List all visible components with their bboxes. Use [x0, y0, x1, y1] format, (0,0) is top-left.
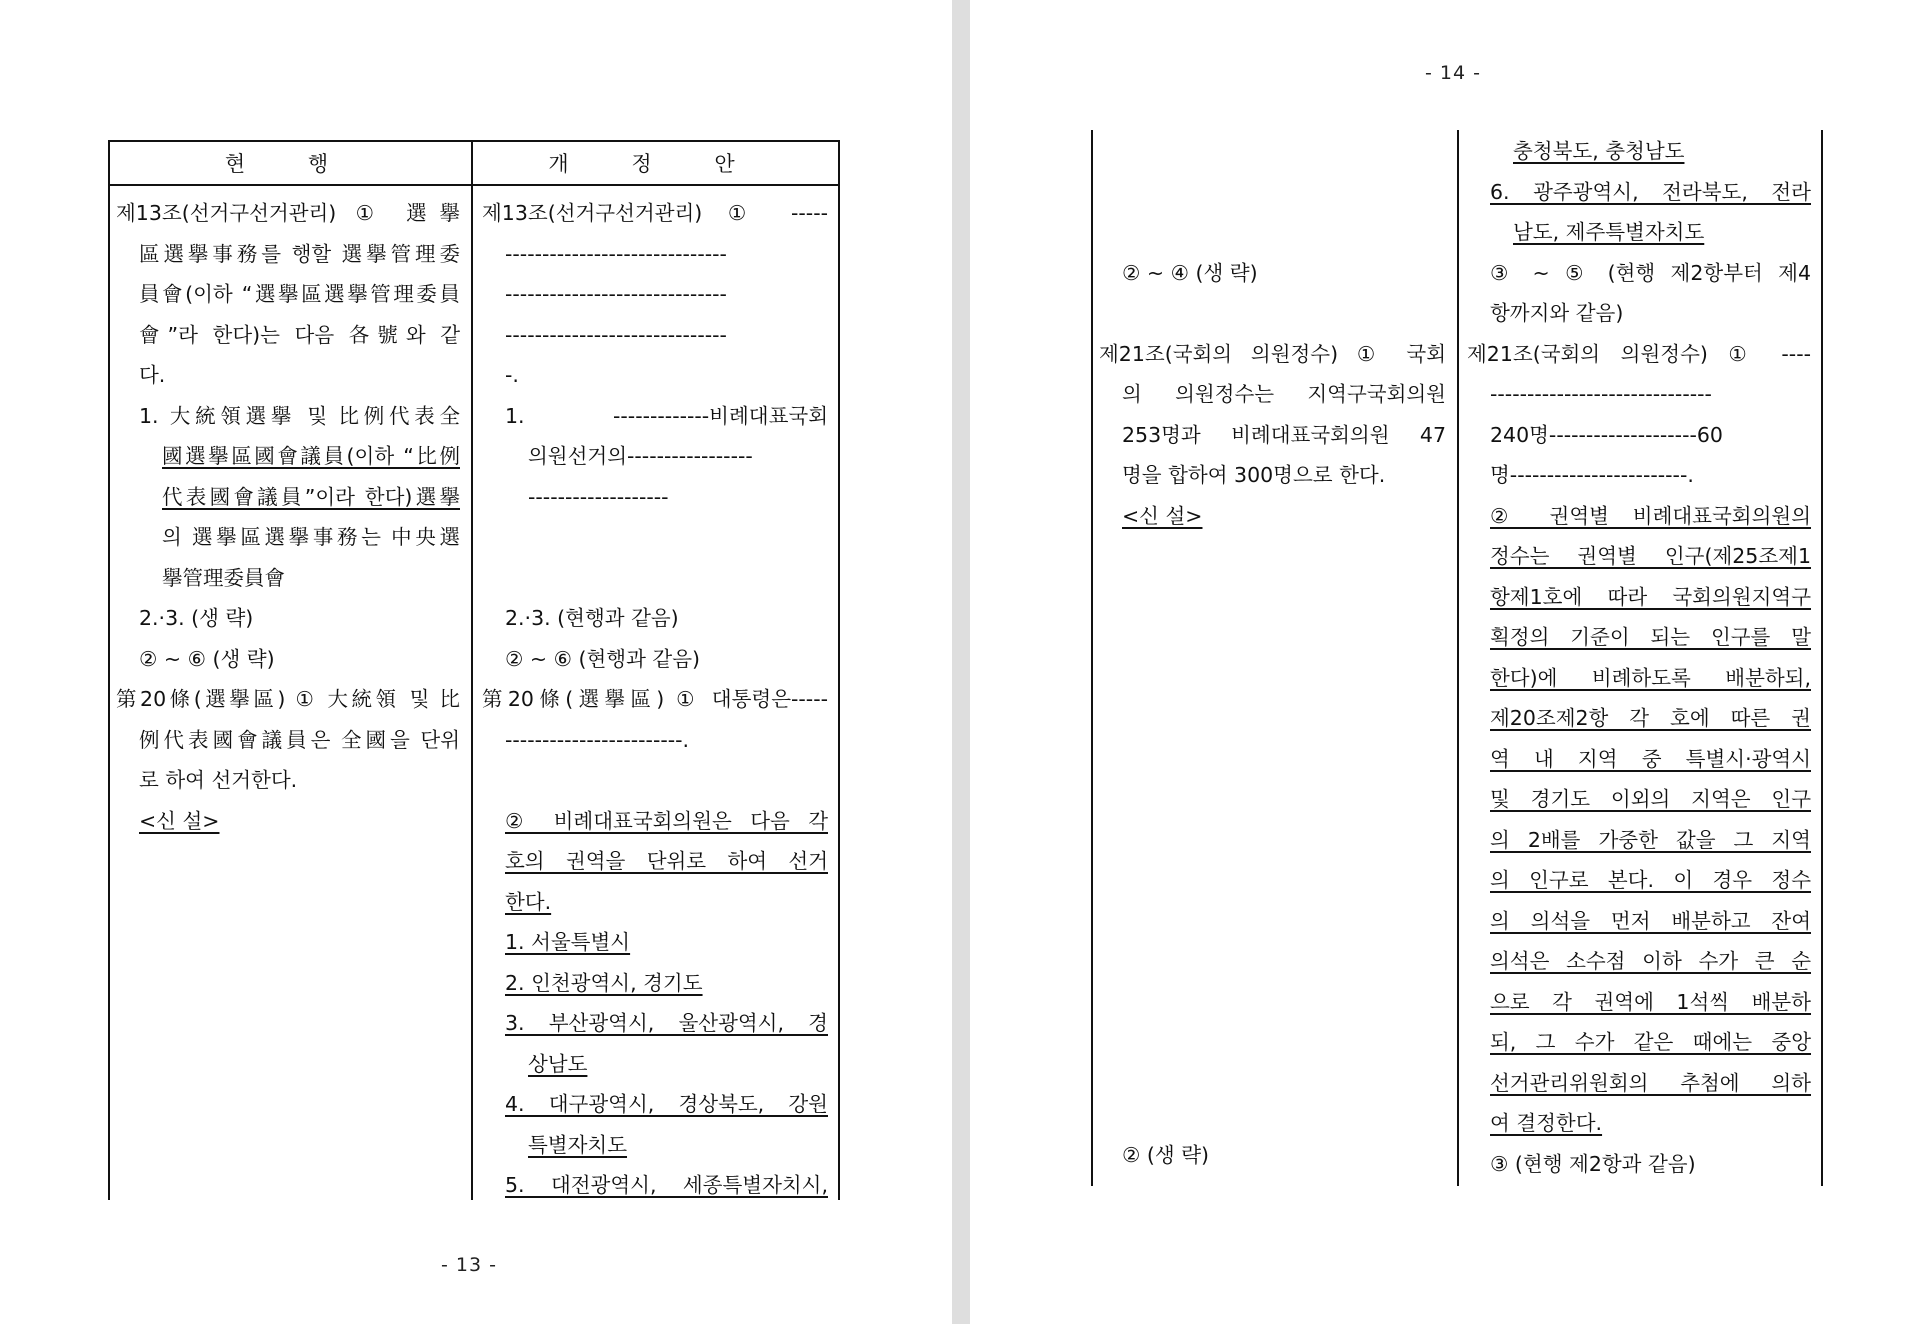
text-line: ② ~ ④ (생 략): [1122, 260, 1258, 285]
text-line: -------------------: [528, 484, 669, 509]
text-line: ------------------------------: [505, 282, 727, 306]
text-line: 1. -------------비례대표국회: [505, 403, 828, 428]
text-line: 第20條(選擧區) ① 대통령은-----: [482, 687, 828, 711]
page-gutter: [952, 0, 970, 1324]
header-amendment: 개 정 안: [548, 152, 763, 176]
text-line: 남도, 제주특별자치도: [1513, 220, 1705, 244]
text-line: 다.: [139, 363, 166, 387]
text-line: 例代表國會議員은 全國을 단위: [139, 727, 460, 752]
current-law-column: [1099, 134, 1452, 1186]
text-line: 240명--------------------60: [1490, 422, 1723, 447]
text-line: 제13조(선거구선거관리) ① 選擧: [116, 201, 460, 225]
text-line: 한다)에 비례하도록 배분하되,: [1490, 665, 1811, 690]
text-line: ② ~ ⑥ (생 략): [139, 646, 275, 671]
text-line: 2.·3. (현행과 같음): [505, 606, 679, 630]
table-left-border: [1091, 130, 1093, 1186]
text-line: 3. 부산광역시, 울산광역시, 경: [505, 1011, 828, 1035]
text-line: 員會(이하 “選擧區選擧管理委員: [139, 282, 460, 306]
text-line: 획정의 기준이 되는 인구를 말: [1490, 625, 1811, 649]
comparison-table-left: [108, 140, 840, 1200]
text-line: 정수는 권역별 인구(제25조제1: [1490, 544, 1811, 568]
text-line: ------------------------.: [505, 727, 690, 752]
text-line: 5. 대전광역시, 세종특별자치시,: [505, 1173, 828, 1197]
page-number: - 13 -: [441, 1254, 497, 1276]
text-line: 명------------------------.: [1490, 463, 1694, 487]
text-line: 의 2배를 가중한 값을 그 지역: [1490, 827, 1811, 852]
text-line: 제20조제2항 각 호에 따른 권: [1490, 706, 1811, 730]
text-line: 제21조(국회의 의원정수) ① ----: [1467, 341, 1811, 366]
table-right-border: [1821, 130, 1823, 1186]
amendment-column: [482, 196, 834, 1200]
text-line: ------------------------------: [505, 241, 727, 266]
text-line: ------------------------------: [505, 322, 727, 347]
table-right-border: [838, 140, 840, 1200]
text-line: 여 결정한다.: [1490, 1111, 1603, 1135]
page-number: - 14 -: [1425, 62, 1481, 84]
text-line: ② 권역별 비례대표국회의원의: [1490, 503, 1811, 528]
text-line: 의 의석을 먼저 배분하고 잔여: [1490, 908, 1811, 933]
current-law-column: [116, 196, 466, 1200]
text-line: ③ (현행 제2항과 같음): [1490, 1151, 1696, 1176]
text-line: 호의 권역을 단위로 하여 선거: [505, 849, 828, 873]
text-line: ② (생 략): [1122, 1143, 1210, 1167]
text-line: 되, 그 수가 같은 때에는 중앙: [1490, 1030, 1811, 1054]
comparison-table-right: [1091, 130, 1823, 1186]
text-line: 의 選擧區選擧事務는 中央選: [162, 525, 460, 549]
text-line: 의 인구로 본다. 이 경우 정수: [1490, 868, 1811, 892]
amendment-column: [1467, 134, 1817, 1186]
text-line: 擧管理委員會: [162, 565, 285, 590]
text-line: 항까지와 같음): [1490, 301, 1624, 325]
left-page: [0, 0, 952, 1324]
text-line: 國選擧區國會議員(이하 “比例: [162, 444, 460, 468]
right-page: [970, 0, 1908, 1324]
text-line: 區選擧事務를 행할 選擧管理委: [139, 241, 460, 266]
text-line: 1. 서울특별시: [505, 930, 631, 954]
text-line: [1099, 296, 1452, 330]
table-middle-border: [471, 140, 473, 1200]
text-line: ② 비례대표국회의원은 다음 각: [505, 808, 828, 833]
text-line: 2. 인천광역시, 경기도: [505, 970, 703, 995]
text-line: 상남도: [528, 1051, 588, 1076]
text-line: [1099, 134, 1452, 168]
text-line: <신 설>: [1122, 503, 1203, 528]
text-line: 會”라 한다)는 다음 各號와 같: [139, 322, 460, 347]
text-line: [1099, 215, 1452, 249]
text-line: 6. 광주광역시, 전라북도, 전라: [1490, 179, 1811, 204]
text-line: ③ ~ ⑤ (현행 제2항부터 제4: [1490, 260, 1811, 285]
text-line: 로 하여 선거한다.: [139, 768, 298, 792]
text-line: 4. 대구광역시, 경상북도, 강원: [505, 1092, 828, 1116]
text-line: [482, 561, 834, 595]
text-line: 2.·3. (생 략): [139, 606, 254, 630]
text-line: <신 설>: [139, 808, 220, 833]
text-line: 및 경기도 이외의 지역은 인구: [1490, 787, 1811, 811]
text-line: [482, 763, 834, 797]
text-line: 항제1호에 따라 국회의원지역구: [1490, 584, 1811, 609]
text-line: ② ~ ⑥ (현행과 같음): [505, 646, 701, 671]
text-line: 代表國會議員”이라 한다)選擧: [162, 484, 460, 509]
text-line: [482, 520, 834, 554]
table-left-border: [108, 140, 110, 1200]
text-line: [1099, 175, 1452, 209]
text-line: -.: [505, 363, 519, 387]
text-line: 명을 합하여 300명으로 한다.: [1122, 463, 1386, 487]
text-line: 한다.: [505, 889, 552, 914]
text-line: 으로 각 권역에 1석씩 배분하: [1490, 989, 1811, 1014]
header-current: 현 행: [224, 152, 357, 176]
text-line: 제13조(선거구선거관리) ① -----: [482, 201, 828, 225]
text-line: 1. 大統領選擧 및 比例代表全: [139, 403, 460, 428]
text-line: 역 내 지역 중 특별시·광역시: [1490, 746, 1811, 771]
text-line: ------------------------------: [1490, 382, 1712, 406]
text-line: 충청북도, 충청남도: [1513, 139, 1685, 163]
text-line: 第20條(選擧區) ① 大統領 및 比: [116, 687, 460, 711]
text-line: 특별자치도: [528, 1132, 628, 1157]
text-line: 의석은 소수점 이하 수가 큰 순: [1490, 949, 1811, 973]
text-line: 선거관리위원회의 추첨에 의하: [1490, 1070, 1811, 1095]
text-line: 제21조(국회의 의원정수) ① 국회: [1099, 341, 1446, 366]
text-line: 의 의원정수는 지역구국회의원: [1122, 382, 1446, 406]
text-line: 253명과 비례대표국회의원 47: [1122, 422, 1446, 447]
table-middle-border: [1457, 130, 1459, 1186]
text-line: 의원선거의-----------------: [528, 444, 753, 468]
